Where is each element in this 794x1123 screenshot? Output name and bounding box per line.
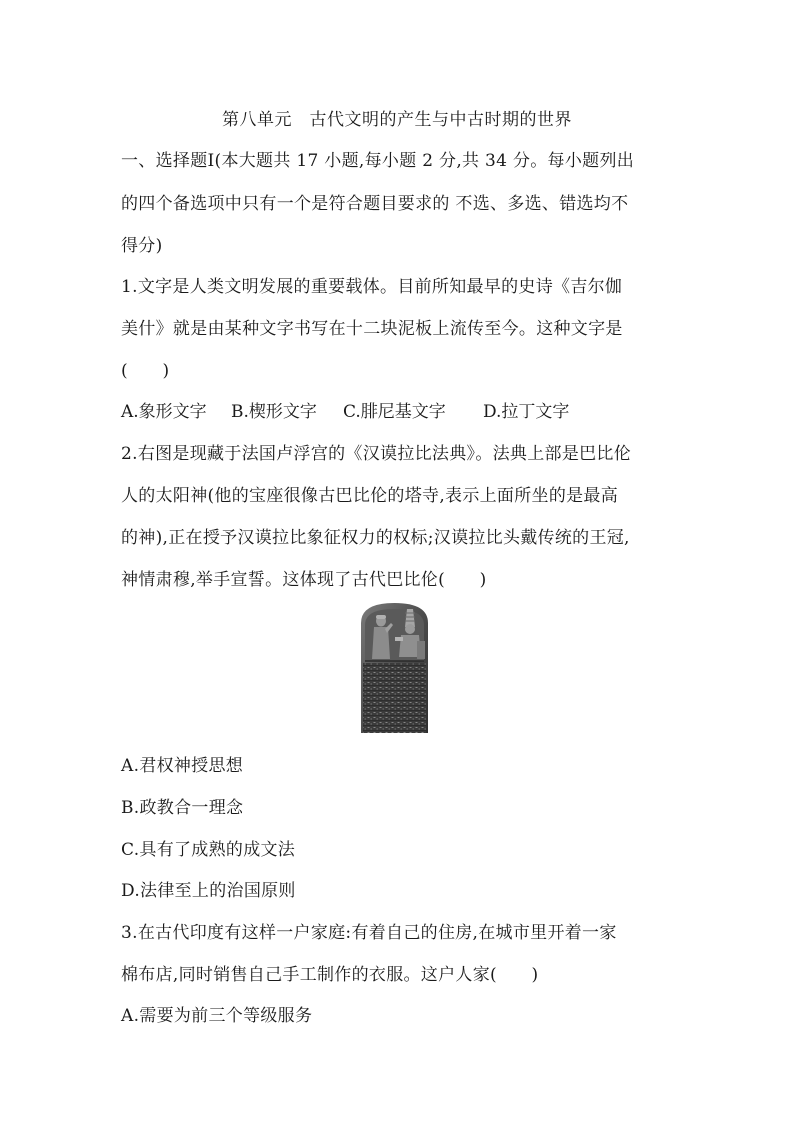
section-instructions-line-3: 得分): [121, 236, 163, 256]
section-instructions-line-2: 的四个备选项中只有一个是符合题目要求的 不选、多选、错选均不: [121, 194, 629, 214]
question-2-line-1: 2.右图是现藏于法国卢浮宫的《汉谟拉比法典》。法典上部是巴比伦: [121, 444, 632, 464]
question-2-option-b: B.政教合一理念: [121, 798, 244, 818]
question-2-line-4: 神情肃穆,举手宣誓。这体现了古代巴比伦( ): [121, 570, 487, 590]
question-1-line-1: 1.文字是人类文明发展的重要载体。目前所知最早的史诗《吉尔伽: [121, 277, 623, 297]
question-1-option-a: A.象形文字: [121, 402, 207, 422]
unit-title: 第八单元 古代文明的产生与中古时期的世界: [222, 110, 572, 130]
question-3-line-1: 3.在古代印度有这样一户家庭:有着自己的住房,在城市里开着一家: [121, 923, 617, 943]
question-2-line-3: 的神),正在授予汉谟拉比象征权力的权标;汉谟拉比头戴传统的王冠,: [121, 528, 630, 548]
question-2-option-d: D.法律至上的治国原则: [121, 881, 296, 901]
question-1-option-c: C.腓尼基文字: [343, 402, 446, 422]
question-2-option-c: C.具有了成熟的成文法: [121, 840, 296, 860]
question-2-option-a: A.君权神授思想: [121, 756, 244, 776]
section-instructions-line-1: 一、选择题Ⅰ(本大题共 17 小题,每小题 2 分,共 34 分。每小题列出: [121, 151, 635, 171]
question-1-option-b: B.楔形文字: [231, 402, 317, 422]
question-1-line-2: 美什》就是由某种文字书写在十二块泥板上流传至今。这种文字是: [121, 319, 623, 339]
question-3-line-2: 棉布店,同时销售自己手工制作的衣服。这户人家( ): [121, 965, 539, 985]
hammurabi-code-stele-image: [355, 601, 434, 733]
question-3-option-a: A.需要为前三个等级服务: [121, 1006, 313, 1026]
question-1-line-3: ( ): [121, 361, 170, 381]
question-1-options: [121, 397, 569, 422]
question-1-option-d: D.拉丁文字: [483, 402, 570, 422]
question-2-line-2: 人的太阳神(他的宝座很像古巴比伦的塔寺,表示上面所坐的是最高: [121, 486, 619, 506]
